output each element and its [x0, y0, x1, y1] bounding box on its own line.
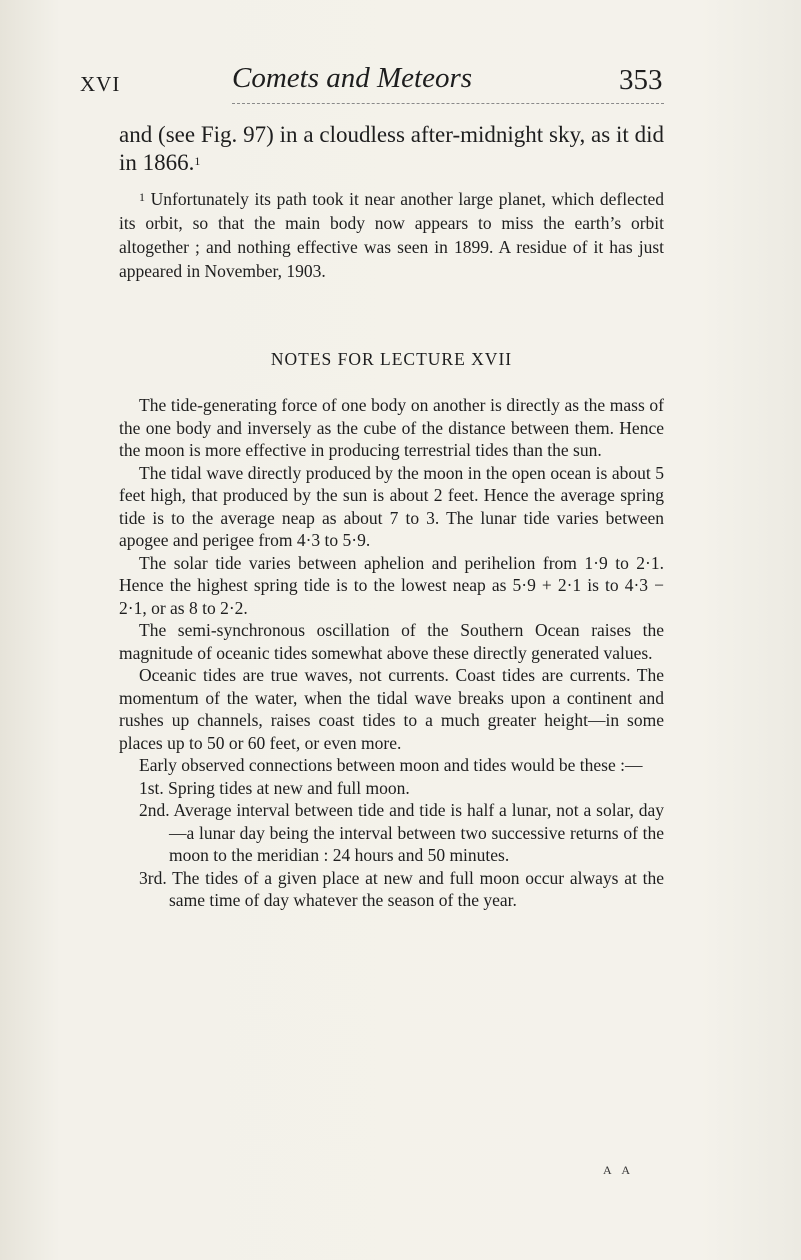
chapter-number: XVI — [80, 72, 121, 96]
footnote — [119, 187, 664, 283]
running-title: Comets and Meteors — [232, 62, 473, 94]
list-item: 2nd. Average interval between tide and tide is half a lunar, not a solar, day—a lunar day being the interval between two successive returns of the moon to the meridian : 24 hours and 50 minutes. — [139, 800, 664, 865]
footnote-marker: 1 — [139, 190, 145, 204]
notes-paragraph: The tidal wave directly produced by the moon in the open ocean is about 5 feet high, that produced by the sun is about 2 feet. Hence the average spring tide is to the average neap as about 7 to 3. The lunar tide varies between apogee and perigee from 4·3 to 5·9. — [119, 462, 664, 550]
body-text: and (see Fig. 97) in a cloudless after-midnight sky, as it did in 1866. — [119, 122, 664, 175]
page-number: 353 — [619, 64, 663, 96]
header-rule — [232, 103, 664, 104]
notes-body — [119, 394, 664, 912]
list-item: 1st. Spring tides at new and full moon. — [139, 777, 410, 798]
list-item: 3rd. The tides of a given place at new and full moon occur always at the same time of day whatever the season of the year. — [139, 867, 664, 910]
signature-mark: A A — [603, 1163, 635, 1177]
notes-paragraph: Early observed connections between moon and tides would be these :— — [139, 755, 643, 775]
body-continuation — [119, 121, 664, 177]
footnote-text: Unfortunately its path took it near another large planet, which deflected its orbit, so that the main body now appears to miss the earth’s orbit altogether ; and nothing effective was seen in 1899. A residue of it has just appeared in November, 1903. — [119, 189, 665, 281]
notes-paragraph: The solar tide varies between aphelion and perihelion from 1·9 to 2·1. Hence the highest spring tide is to the lowest neap as 5·9 + 2·1 is to 4·3 − 2·1, or as 8 to 2·2. — [119, 552, 664, 618]
notes-paragraph: Oceanic tides are true waves, not currents. Coast tides are currents. The momentum of the water, when the tidal wave breaks upon a continent and rushes up channels, raises coast tides to a much greater height—in some places up to 50 or 60 feet, or even more. — [119, 665, 664, 753]
notes-paragraph: The semi-synchronous oscillation of the Southern Ocean raises the magnitude of oceanic tides somewhat above these directly generated values. — [119, 620, 664, 663]
footnote-ref: 1 — [194, 154, 201, 168]
body-paragraph — [119, 121, 664, 177]
notes-heading: NOTES FOR LECTURE XVII — [270, 349, 513, 369]
notes-paragraph: The tide-generating force of one body on another is directly as the mass of the one body and inversely as the cube of the distance between them. Hence the moon is more effective in producing terrestrial tides than the sun. — [119, 395, 664, 460]
footnote-paragraph — [119, 187, 664, 283]
running-head — [0, 62, 801, 98]
